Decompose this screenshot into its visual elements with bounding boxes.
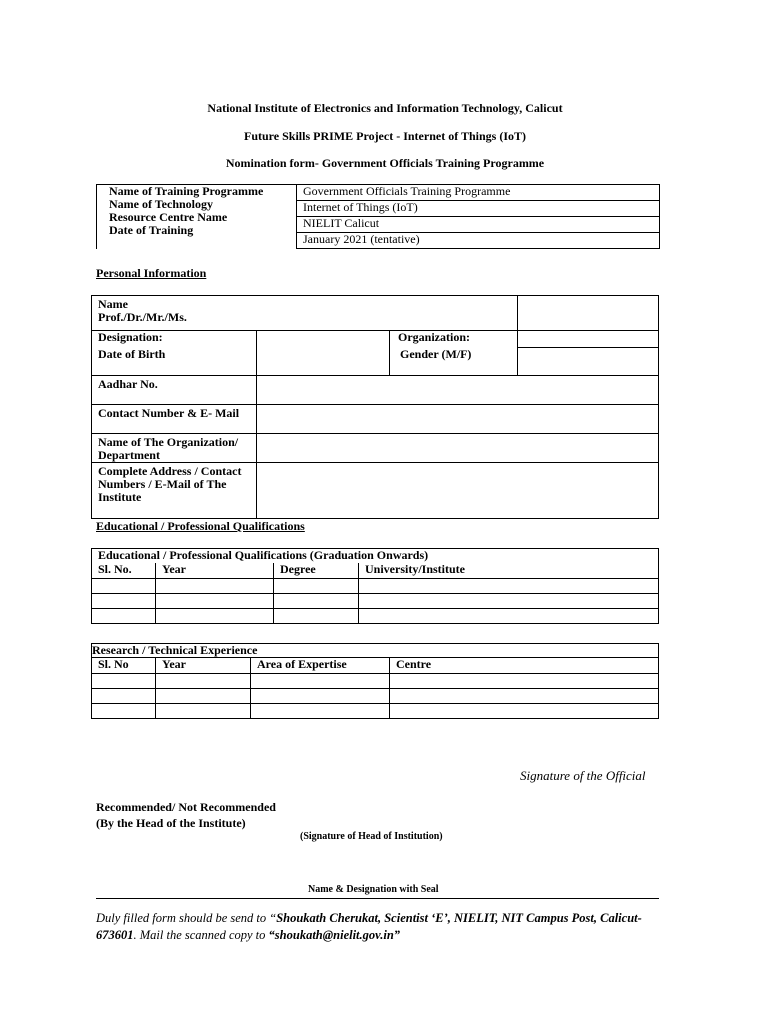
footer-address: Shoukath Cherukat, Scientist ‘E’, NIELIT, NIT Campus Post, Calicut-673601 [96, 911, 642, 942]
table-row [92, 689, 659, 704]
education-heading: Educational / Professional Qualifications [96, 519, 305, 533]
name-cell [92, 296, 518, 331]
form-title: Nomination form- Government Officials Training Programme [225, 156, 545, 170]
organization-label: Organization: [390, 331, 518, 348]
programme-name-label: Name of Training Programme [109, 184, 264, 198]
gender-label: Gender (M/F) [390, 348, 518, 376]
official-signature-label: Signature of the Official [520, 768, 646, 783]
personal-info-heading: Personal Information [96, 266, 207, 280]
contact-label: Contact Number & E- Mail [92, 405, 257, 434]
footer-note [96, 910, 661, 944]
footer-email[interactable]: “shoukath@nielit.gov.in” [268, 928, 401, 942]
technology-label: Name of Technology [109, 197, 214, 211]
edu-col-degree: Degree [274, 563, 359, 579]
edu-col-year: Year [156, 563, 274, 579]
research-table-title: Research / Technical Experience [92, 644, 659, 658]
recommend-by-label: (By the Head of the Institute) [96, 816, 246, 830]
table-row [92, 609, 659, 624]
footer-text-2: . Mail the scanned copy to [133, 928, 269, 942]
name-prefix: Prof./Dr./Mr./Ms. [98, 310, 187, 324]
education-table-title: Educational / Professional Qualifications (Graduation Onwards) [92, 549, 659, 563]
designation-input[interactable] [257, 331, 390, 376]
organization-input[interactable] [518, 331, 659, 348]
gender-input[interactable] [518, 348, 659, 376]
head-signature-label: (Signature of Head of Institution) [300, 831, 443, 842]
edu-col-university: University/Institute [359, 563, 659, 579]
institute-title: National Institute of Electronics and Information Technology, Calicut [207, 101, 563, 115]
research-col-centre: Centre [390, 658, 659, 674]
footer-text-1: Duly filled form should be send to “ [96, 911, 277, 925]
name-label: Name [98, 297, 128, 311]
training-date-label: Date of Training [109, 223, 194, 237]
address-label: Complete Address / Contact Numbers / E-Mail of The Institute [92, 463, 257, 519]
training-date-value: January 2021 (tentative) [303, 232, 420, 246]
research-table [91, 643, 659, 719]
name-seal-label: Name & Designation with Seal [308, 884, 439, 895]
edu-col-slno: Sl. No. [92, 563, 156, 579]
project-title: Future Skills PRIME Project - Internet of Things (IoT) [244, 129, 526, 143]
research-col-year: Year [156, 658, 251, 674]
personal-info-table [91, 295, 659, 519]
designation-label: Designation: [92, 331, 257, 348]
org-dept-input[interactable] [257, 434, 659, 463]
aadhar-label: Aadhar No. [92, 376, 257, 405]
research-col-expertise: Area of Expertise [251, 658, 390, 674]
org-dept-label: Name of The Organization/ Department [92, 434, 257, 463]
technology-value: Internet of Things (IoT) [297, 201, 659, 217]
address-input[interactable] [257, 463, 659, 519]
name-input[interactable] [518, 296, 659, 331]
resource-centre-value: NIELIT Calicut [297, 217, 659, 233]
table-row [92, 704, 659, 719]
footer-divider [96, 898, 659, 899]
table-row [92, 579, 659, 594]
table-row [92, 594, 659, 609]
recommend-label: Recommended/ Not Recommended [96, 800, 276, 814]
programme-values [297, 185, 660, 249]
programme-label [97, 185, 297, 249]
programme-table [96, 184, 660, 249]
resource-centre-label: Resource Centre Name [109, 210, 228, 224]
table-row [92, 674, 659, 689]
dob-label: Date of Birth [92, 348, 257, 376]
contact-input[interactable] [257, 405, 659, 434]
education-table [91, 548, 659, 624]
programme-name-value: Government Officials Training Programme [297, 185, 659, 201]
aadhar-input[interactable] [257, 376, 659, 405]
research-col-slno: Sl. No [92, 658, 156, 674]
